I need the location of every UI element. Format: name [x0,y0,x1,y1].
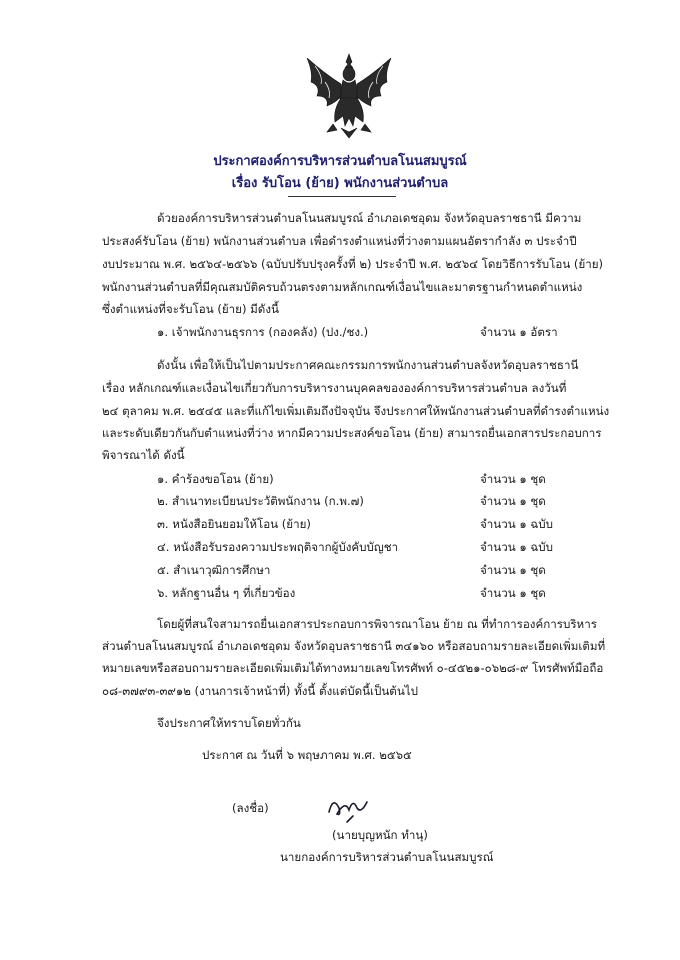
announcement-title: ประกาศองค์การบริหารส่วนตำบลโนนสมบูรณ์ [213,154,467,169]
signatory-name: (นายบุญหนัก ทำนุ) [332,828,428,842]
intro-line: พนักงานส่วนตำบลที่มีคุณสมบัติครบถ้วนตรงตามหลักเกณฑ์เงื่อนไขและมาตรฐานกำหนดตำแหน่ง [102,280,583,294]
announcement-date: ประกาศ ณ วันที่ ๖ พฤษภาคม พ.ศ. ๒๕๖๕ [202,748,412,762]
document-item: ๓. หนังสือยินยอมให้โอน (ย้าย) [157,517,311,531]
intro-line: ซึ่งตำแหน่งที่จะรับโอน (ย้าย) มีดังนี้ [102,302,279,316]
document-item: ๔. หนังสือรับรองความประพฤติจากผู้บังคับบัญชา [157,540,399,554]
document-qty: จำนวน ๑ ชุด [480,472,546,486]
garuda-emblem-icon [303,52,395,140]
contact-line: ส่วนตำบลโนนสมบูรณ์ อำเภอเดชอุดม จังหวัดอุบลราชธานี ๓๔๑๖๐ หรือสอบถามรายละเอียดเพิ่มเติมที่ [102,639,606,653]
contact-line: ๐๘-๓๗๙๓-๓๙๑๒ (งานการเจ้าหน้าที่) ทั้งนี้ ตั้งแต่บัดนี้เป็นต้นไป [102,684,418,698]
title-underline [288,196,396,197]
intro-line: งบประมาณ พ.ศ. ๒๕๖๔-๒๕๖๖ (ฉบับปรับปรุงครั้งที่ ๒) ประจำปี พ.ศ. ๒๕๖๔ โดยวิธีการรับโอน (ย้าย) [102,257,604,271]
document-item: ๕. สำเนาวุฒิการศึกษา [157,563,271,577]
sign-label: (ลงชื่อ) [232,801,269,815]
document-qty: จำนวน ๑ ฉบับ [480,540,554,554]
therefore-line: เรื่อง หลักเกณฑ์และเงื่อนไขเกี่ยวกับการบริหารงานบุคคลขององค์การบริหารส่วนตำบล ลงวันที่ [102,381,567,395]
document-item: ๖. หลักฐานอื่น ๆ ที่เกี่ยวข้อง [157,586,296,600]
therefore-line: และระดับเดียวกันกับตำแหน่งที่ว่าง หากมีความประสงค์ขอโอน (ย้าย) สามารถยื่นเอกสารประกอบการ [102,426,602,440]
therefore-line: พิจารณาได้ ดังนี้ [102,448,185,462]
handwritten-signature [323,790,375,824]
signatory-title: นายกองค์การบริหารส่วนตำบลโนนสมบูรณ์ [280,850,494,864]
document-qty: จำนวน ๑ ชุด [480,563,546,577]
document-item: ๑. คำร้องขอโอน (ย้าย) [157,472,274,486]
vacant-position: ๑. เจ้าพนักงานธุรการ (กองคลัง) (ปง./ชง.) [157,325,369,339]
intro-line: ประสงค์รับโอน (ย้าย) พนักงานส่วนตำบล เพื่อดำรงตำแหน่งที่ว่างตามแผนอัตรากำลัง ๓ ประจำปี [102,234,577,248]
therefore-line: ๒๔ ตุลาคม พ.ศ. ๒๕๔๕ และที่แก้ไขเพิ่มเติมถึงปัจจุบัน จึงประกาศให้พนักงานส่วนตำบลที่ดำรงตำแหน่ง [102,404,610,418]
document-qty: จำนวน ๑ ชุด [480,494,546,508]
announce-line: จึงประกาศให้ทราบโดยทั่วกัน [157,716,301,730]
document-qty: จำนวน ๑ ชุด [480,586,546,600]
contact-line: โดยผู้ที่สนใจสามารถยื่นเอกสารประกอบการพิจารณาโอน ย้าย ณ ที่ทำการองค์การบริหาร [157,617,597,631]
therefore-line: ดังนั้น เพื่อให้เป็นไปตามประกาศคณะกรรมการพนักงานส่วนตำบลจังหวัดอุบลราชธานี [157,358,579,372]
document-qty: จำนวน ๑ ฉบับ [480,517,554,531]
contact-line: หมายเลขหรือสอบถามรายละเอียดเพิ่มเติมได้ทางหมายเลขโทรศัพท์ ๐-๔๕๒๑-๐๖๒๘-๙ โทรศัพท์มือถือ [102,661,604,675]
announcement-subject: เรื่อง รับโอน (ย้าย) พนักงานส่วนตำบล [231,176,449,191]
document-item: ๒. สำเนาทะเบียนประวัติพนักงาน (ก.พ.๗) [157,494,364,508]
vacant-position-qty: จำนวน ๑ อัตรา [480,325,558,339]
intro-line: ด้วยองค์การบริหารส่วนตำบลโนนสมบูรณ์ อำเภอเดชอุดม จังหวัดอุบลราชธานี มีความ [157,211,582,225]
